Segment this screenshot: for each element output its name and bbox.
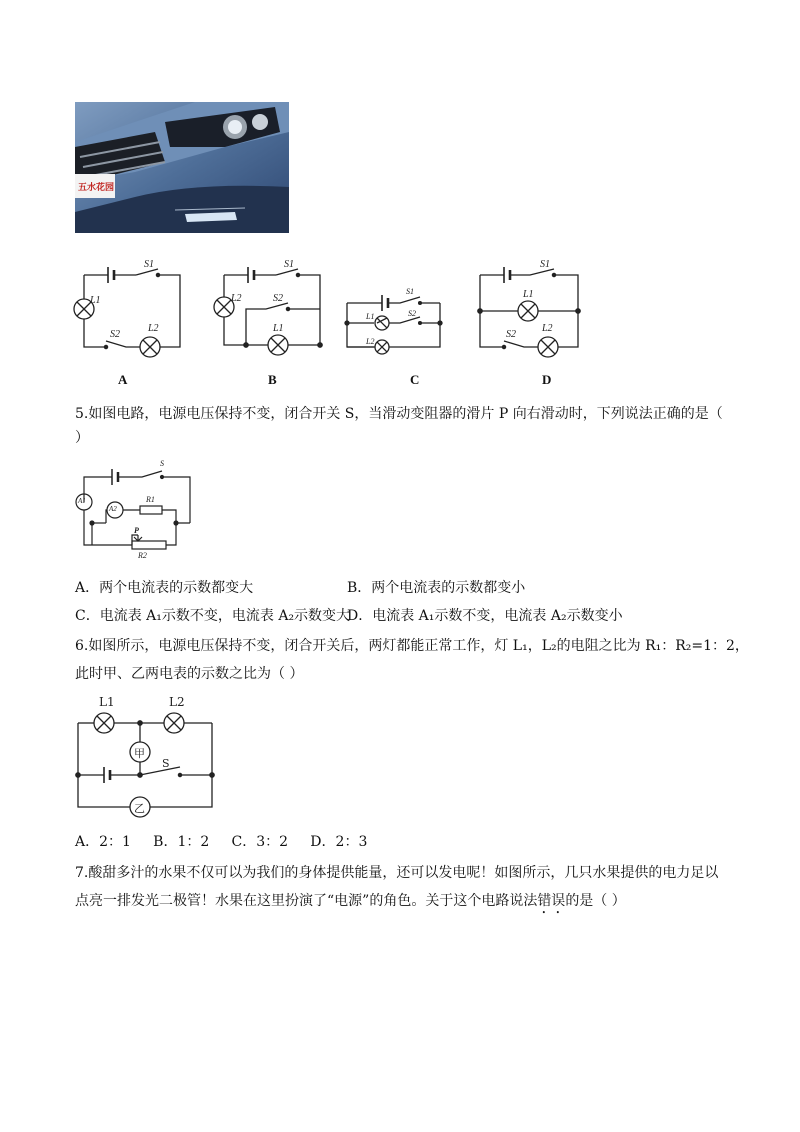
q5-a2-label: A2 xyxy=(109,505,117,513)
a-l2-label: L2 xyxy=(148,323,159,334)
circuit-diagram-d xyxy=(478,267,580,357)
d-l1-label: L1 xyxy=(523,289,534,300)
b-l2-label: L2 xyxy=(231,293,242,304)
q7-stem-line2-pre: 点亮一排发光二极管！水果在这里扮演了“电源”的角色。关于这个电路说法 xyxy=(75,893,538,909)
q6-stem-line1: 6.如图所示，电源电压保持不变，闭合开关后，两灯都能正常工作，灯 L₁，L₂的电阻之比为 R₁：R₂=1：2， xyxy=(75,638,749,654)
q5-r2-label: R2 xyxy=(138,551,147,560)
q5-stem-line2: ） xyxy=(75,430,89,446)
q4-option-d-label: D xyxy=(542,372,552,387)
q6-stem-line2: 此时甲、乙两电表的示数之比为（ ） xyxy=(75,666,304,682)
b-s1-label: S1 xyxy=(284,259,294,270)
a-l1-label: L1 xyxy=(90,295,101,306)
q6-l1-label: L1 xyxy=(99,695,115,709)
q5-stem-line1: 5.如图电路，电源电压保持不变，闭合开关 S，当滑动变阻器的滑片 P 向右滑动时，下列说法正确的是（ xyxy=(75,406,723,422)
q5-p-label: P xyxy=(134,526,139,535)
q6-meter-jia-label: 甲 xyxy=(134,747,145,760)
circuit-diagram-c xyxy=(345,295,442,354)
q5-s-label: S xyxy=(160,459,164,468)
q5-r1-label: R1 xyxy=(146,495,155,504)
c-s2-label: S2 xyxy=(408,309,416,318)
q5-option-d: D．电流表 A₁示数不变，电流表 A₂示数变小 xyxy=(347,608,623,624)
photo-badge: 五水花园 xyxy=(78,182,115,192)
c-s1-label: S1 xyxy=(406,287,414,296)
q4-option-a-label: A xyxy=(118,372,128,387)
c-l1-label: L1 xyxy=(366,312,375,321)
q6-l2-label: L2 xyxy=(169,695,185,709)
q7-stem-line2-post: 的是（ ） xyxy=(565,893,626,909)
q6-meter-yi-label: 乙 xyxy=(134,802,145,815)
b-l1-label: L1 xyxy=(273,323,284,334)
circuit-diagram-a xyxy=(74,267,180,357)
d-s1-label: S1 xyxy=(540,259,550,270)
q6-options: A．2：1 B．1：2 C．3：2 D．2：3 xyxy=(75,834,368,850)
q7-stem-line1: 7.酸甜多汁的水果不仅可以为我们的身体提供能量，还可以发电呢！如图所示，几只水果提供的电力足以 xyxy=(75,865,719,881)
d-s2-label: S2 xyxy=(506,329,516,340)
q7-stem-line2 xyxy=(75,891,626,917)
q5-option-a: A．两个电流表的示数都变大 xyxy=(75,580,254,596)
a-s1-label: S1 xyxy=(144,259,154,270)
q4-option-b-label: B xyxy=(268,372,277,387)
q6-s-label: S xyxy=(162,757,170,770)
q4-circuit-options xyxy=(70,255,590,385)
q5-option-c: C．电流表 A₁示数不变，电流表 A₂示数变大 xyxy=(75,608,351,624)
q5-a1-label: A1 xyxy=(78,497,86,505)
q4-option-c-label: C xyxy=(410,372,420,387)
q7-emphasis-wrong: 错误 xyxy=(537,893,566,909)
a-s2-label: S2 xyxy=(110,329,120,340)
b-s2-label: S2 xyxy=(273,293,283,304)
circuit-diagram-b xyxy=(214,267,322,355)
q5-option-b: B．两个电流表的示数都变小 xyxy=(347,580,526,596)
d-l2-label: L2 xyxy=(542,323,553,334)
c-l2-label: L2 xyxy=(366,337,375,346)
car-headlight-photo xyxy=(75,102,289,233)
